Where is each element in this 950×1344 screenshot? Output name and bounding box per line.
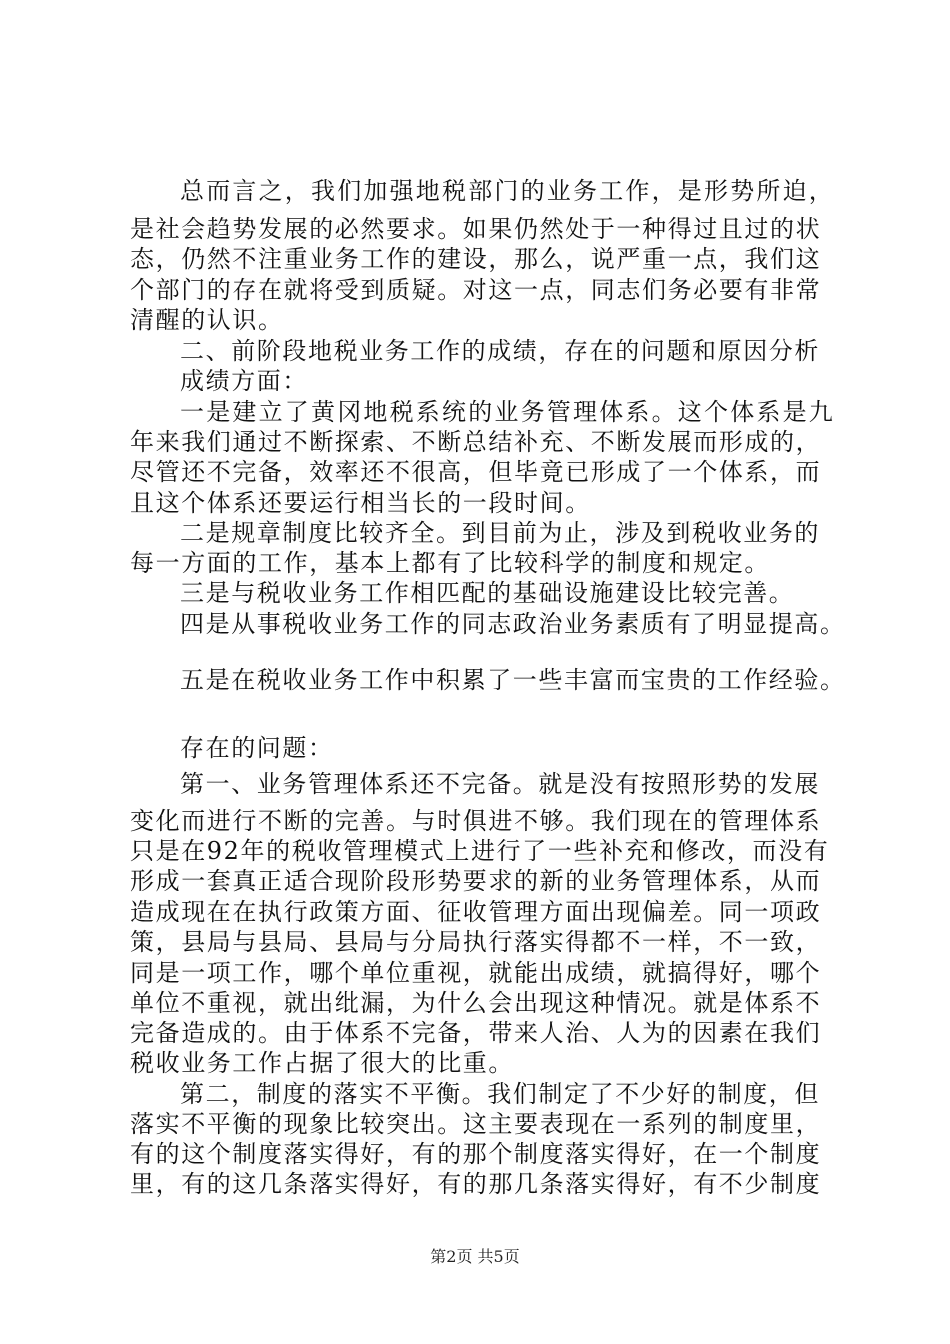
paragraph-line: 是社会趋势发展的必然要求。如果仍然处于一种得过且过的状 [130,215,822,243]
paragraph-line: 三是与税收业务工作相匹配的基础设施建设比较完善。 [180,579,795,607]
page-number: 第2页 共5页 [430,1247,520,1266]
paragraph-line: 每一方面的工作，基本上都有了比较科学的制度和规定。 [130,549,770,577]
paragraph-line: 造成现在在执行政策方面、征收管理方面出现偏差。同一项政 [130,898,822,926]
paragraph-line: 四是从事税收业务工作的同志政治业务素质有了明显提高。 [180,610,846,638]
section-heading: 二、前阶段地税业务工作的成绩，存在的问题和原因分析 [180,337,820,365]
paragraph-line: 完备造成的。由于体系不完备，带来人治、人为的因素在我们 [130,1019,822,1047]
paragraph-line: 二是规章制度比较齐全。到目前为止，涉及到税收业务的 [180,519,820,547]
paragraph-line: 年来我们通过不断探索、不断总结补充、不断发展而形成的， [130,428,822,456]
paragraph-line: 清醒的认识。 [130,306,284,334]
paragraph-line: 五是在税收业务工作中积累了一些丰富而宝贵的工作经验。 [180,666,846,694]
paragraph-line: 税收业务工作占据了很大的比重。 [130,1049,514,1077]
paragraph-line: 且这个体系还要运行相当长的一段时间。 [130,489,591,517]
paragraph-line: 同是一项工作，哪个单位重视，就能出成绩，就搞得好，哪个 [130,959,822,987]
paragraph-line: 只是在92年的税收管理模式上进行了一些补充和修改，而没有 [130,837,830,865]
paragraph-line: 落实不平衡的现象比较突出。这主要表现在一系列的制度里， [130,1110,822,1138]
paragraph-line: 有的这个制度落实得好，有的那个制度落实得好，在一个制度 [130,1140,822,1168]
paragraph-line: 里，有的这几条落实得好，有的那几条落实得好，有不少制度 [130,1170,822,1198]
paragraph-line: 态，仍然不注重业务工作的建设，那么，说严重一点，我们这 [130,245,822,273]
subheading-achievements: 成绩方面： [180,367,308,395]
paragraph-line: 第一、业务管理体系还不完备。就是没有按照形势的发展 [180,770,820,798]
paragraph-line: 总而言之，我们加强地税部门的业务工作，是形势所迫， [180,177,835,205]
subheading-problems: 存在的问题： [180,734,334,762]
paragraph-line: 第二，制度的落实不平衡。我们制定了不少好的制度，但 [180,1080,820,1108]
paragraph-line: 单位不重视，就出纰漏，为什么会出现这种情况。就是体系不 [130,989,822,1017]
paragraph-line: 变化而进行不断的完善。与时俱进不够。我们现在的管理体系 [130,807,822,835]
paragraph-line: 形成一套真正适合现阶段形势要求的新的业务管理体系，从而 [130,867,822,895]
paragraph-line: 个部门的存在就将受到质疑。对这一点，同志们务必要有非常 [130,276,822,304]
paragraph-line: 策，县局与县局、县局与分局执行落实得都不一样，不一致， [130,928,822,956]
paragraph-line: 一是建立了黄冈地税系统的业务管理体系。这个体系是九 [180,398,835,426]
paragraph-line: 尽管还不完备，效率还不很高，但毕竟已形成了一个体系，而 [130,458,822,486]
